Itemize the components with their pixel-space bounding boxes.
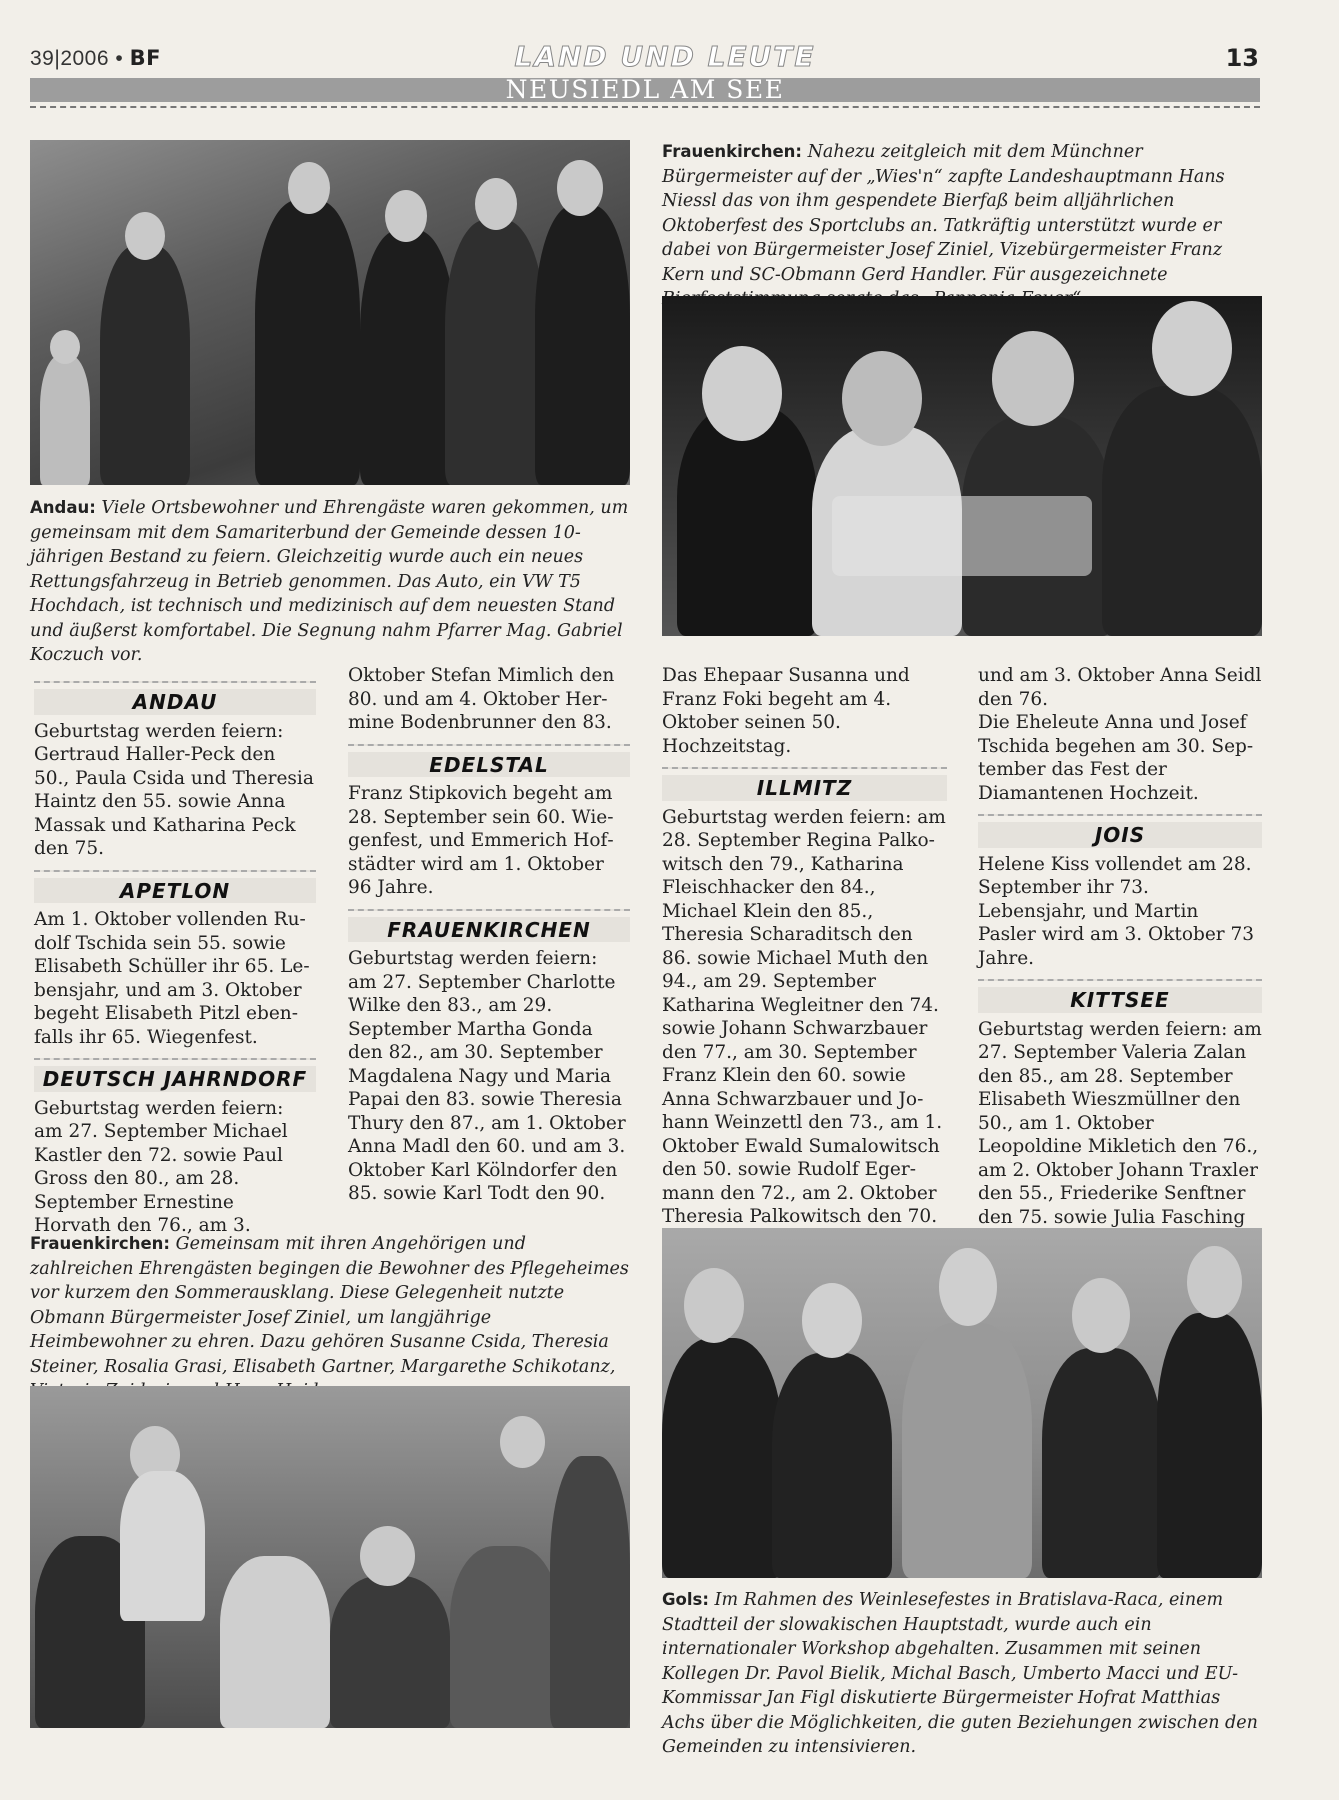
heading-illmitz: ILLMITZ	[662, 767, 947, 801]
heading-edelstal: EDELSTAL	[348, 744, 630, 778]
heading-andau: ANDAU	[34, 681, 316, 715]
photo-frauenkirchen-oktoberfest	[662, 296, 1262, 636]
caption-text: Nahezu zeitgleich mit dem Münchner Bürgermeister auf der „Wies'n“ zapfte Landeshauptmann Hans Niessl das von ihm gespendete Bierfaß beim alljährlichen Oktoberfest des Sportclubs an. Tatkräftig unterstützt wurde er dabei von Bürgermeister Josef Ziniel, Vizebürgermeister Franz Kern und SC-Obmann Gerd Handler. Für ausgezeichnete	[662, 142, 1225, 285]
text-col4-continued: und am 3. Oktober Anna Seidl den 76.	[978, 665, 1262, 710]
text-andau: Geburtstag werden feiern: Gertraud Haller-Peck den 50., Paula Csida und Theresia Haintz den 55. sowie Anna Massak und Katharina Peck den 75.	[34, 720, 314, 859]
text-edelstal: Franz Stipkovich begeht am 28. September sein 60. Wiegenfest, und Emmerich Hofstädter wird am 1. Oktober 96 Jahre.	[348, 783, 614, 898]
page-number: 13	[1225, 44, 1259, 72]
section-title: LAND UND LEUTE	[514, 40, 816, 73]
text-deutsch-jahrndorf: Geburtstag werden feiern: am 27. September Michael Kastler den 72. sowie Paul Gross den 80., am 28. September Ernestine Horvath den 76., am 3.	[34, 1097, 288, 1236]
photo-gols	[662, 1228, 1262, 1578]
caption-frauenkirchen-pflegeheim	[30, 1232, 630, 1404]
caption-gols	[662, 1588, 1262, 1760]
photo-frauenkirchen-pflegeheim	[30, 1386, 630, 1728]
text-kittsee: Geburtstag werden feiern: am 27. September Valeria Zalan den 85., am 28. September Elisabeth Wieszmüllner den 50., am 1. Oktober Leopoldine Mikletich den 76., am 2. Oktober Johann Traxler den 55., Friederike Senftner den 75. sowie Julia Fasching	[978, 1018, 1262, 1228]
column-4	[978, 664, 1262, 1253]
caption-text: Gemeinsam mit ihren Angehörigen und zahlreichen Ehrengästen begingen die Bewohner des Pflegeheimes vor kurzem den Sommerausklang. Diese Gelegenheit nutzte Obmann Bürgermeister Josef Ziniel, um langjährige Heimbewohner zu ehren. Dazu gehören Susanne Csida, Theresia Steiner, Rosalia Grasi, Elisabeth Gartner, Margarethe Schikotanz,	[30, 1234, 629, 1377]
heading-apetlon: APETLON	[34, 870, 316, 904]
caption-frauenkirchen-oktoberfest	[662, 140, 1262, 312]
text-col3-continued: Das Ehepaar Susanna und Franz Foki begeht am 4. Oktober seinen 50. Hochzeitstag.	[662, 665, 910, 757]
issue-number: 39|2006 •	[30, 47, 124, 70]
paper-name: BF	[129, 46, 161, 70]
region-title: NEUSIEDL AM SEE	[505, 75, 785, 104]
text-illmitz: Geburtstag werden feiern: am 28. September Regina Palkowitsch den 79., Katharina Fleischhacker den 84., Michael Klein den 85., Theresia Scharaditsch den 86. sowie Michael Muth den 94., am 29. September Katharina Wegleitner den 74. sowie Johann Schwarzbauer den 77., am 30. September Franz Klein den 60. sowie Anna Schwarzbauer und Johann Weinzettl den 73., am 1. Oktober Ewald Sumalowitsch den 50. sowie Rudolf Egermann den 72., am 2. Oktober Theresia Palkowitsch den 70.	[662, 806, 946, 1227]
caption-place: Gols:	[662, 1590, 709, 1609]
heading-kittsee: KITTSEE	[978, 979, 1262, 1013]
header-divider	[30, 106, 1260, 108]
caption-place: Frauenkirchen:	[662, 142, 803, 161]
caption-place: Frauenkirchen:	[30, 1234, 171, 1253]
text-col2-continued: Oktober Stefan Mimlich den 80. und am 4. Oktober Hermine Bodenbrunner den 83.	[348, 665, 615, 733]
text-jois: Helene Kiss vollendet am 28. September ihr 73. Lebensjahr, und Martin Pasler wird am 3. Oktober 73 Jahre.	[978, 853, 1255, 969]
photo-andau	[30, 140, 630, 485]
caption-andau	[30, 496, 630, 668]
column-1	[34, 672, 316, 1238]
column-3	[662, 664, 947, 1252]
column-2	[348, 664, 630, 1206]
text-col4-anniversary: Die Eheleute Anna und Josef Tschida begehen am 30. September das Fest der Diamantenen Hochzeit.	[978, 712, 1254, 804]
caption-place: Andau:	[30, 498, 96, 517]
heading-deutsch-jahrndorf: DEUTSCH JAHRNDORF	[34, 1058, 316, 1092]
heading-frauenkirchen: FRAUENKIRCHEN	[348, 909, 630, 943]
caption-text: Im Rahmen des Weinlesefestes in Bratislava-Raca, einem Stadtteil der slowakischen Hauptstadt, wurde auch ein internationaler Workshop abgehalten. Zusammen mit seinen Kollegen Dr. Pavol Bielik, Michal Basch, Umberto Macci und EU-Kommissar Jan Figl diskutierte Bürgermeister Hofrat Matthias Achs über die Möglichkeiten, die guten Beziehungen zwischen den Gemeinden zu intensivieren.	[662, 1590, 1258, 1757]
caption-text: Viele Ortsbewohner und Ehrengäste waren gekommen, um gemeinsam mit dem Samariterbund der Gemeinde dessen 10-jährigen Bestand zu feiern. Gleichzeitig wurde auch ein neues Rettungsfahrzeug in Betrieb genommen. Das Auto, ein VW T5 Hochdach, ist technisch und medizinisch auf dem neuesten Stand und äußerst komfortabel. Die Segnung nahm Pfarrer Mag. Gabriel Koczuch vor.	[30, 498, 629, 665]
text-frauenkirchen: Geburtstag werden feiern: am 27. September Charlotte Wilke den 83., am 29. September Martha Gonda den 82., am 30. September Magdalena Nagy und Maria Papai den 83. sowie Theresia Thury den 87., am 1. Oktober Anna Madl den 60. und am 3. Oktober Karl Kölndorfer den 85. sowie Karl Todt den 90.	[348, 948, 626, 1204]
text-apetlon: Am 1. Oktober vollenden Rudolf Tschida sein 55. sowie Elisabeth Schüller ihr 65. Lebensjahr, und am 3. Oktober begeht Elisabeth Pitzl ebenfalls ihr 65. Wiegenfest.	[34, 909, 310, 1048]
heading-jois: JOIS	[978, 814, 1262, 848]
issue-info	[30, 46, 161, 71]
